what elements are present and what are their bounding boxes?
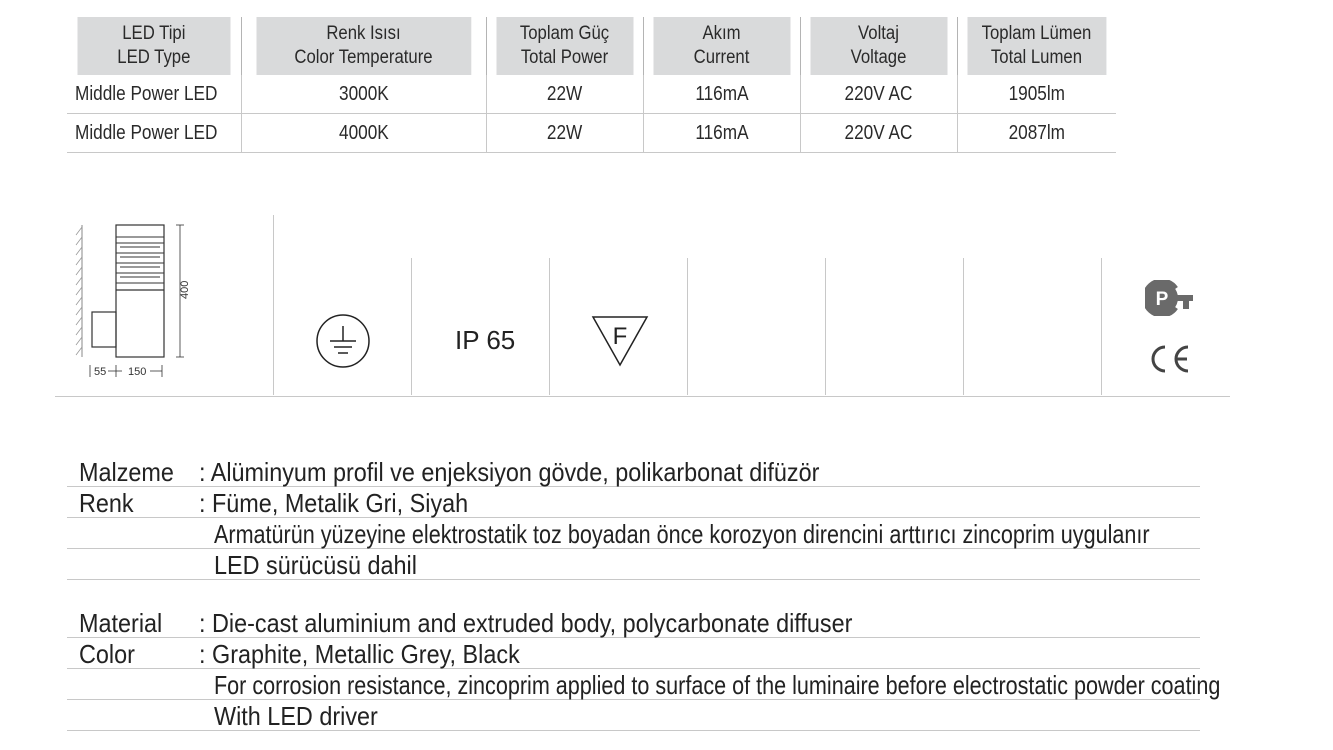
color-value-en: : Graphite, Metallic Grey, Black — [199, 639, 520, 669]
note-1-en: For corrosion resistance, zincoprim applied to surface of the luminaire before electrostatic powder coating — [214, 670, 1221, 700]
table-cell: 2087lm — [957, 114, 1116, 153]
divider — [549, 258, 550, 395]
ip-rating: IP 65 — [455, 325, 516, 355]
divider — [273, 215, 274, 395]
note-line-en — [67, 668, 1221, 700]
material-label-tr: Malzeme — [79, 457, 174, 487]
table-cell: 22W — [486, 75, 643, 114]
note-line-en — [67, 699, 1200, 731]
material-value-en: : Die-cast aluminium and extruded body, polycarbonate diffuser — [199, 608, 853, 638]
table-cell: 220V AC — [800, 114, 957, 153]
note-line-tr — [67, 517, 1200, 549]
table-cell: 4000K — [241, 114, 486, 153]
note-2-en: With LED driver — [214, 701, 378, 731]
material-line-tr — [67, 455, 1200, 487]
note-line-tr — [67, 548, 1200, 580]
color-value-tr: : Füme, Metalik Gri, Siyah — [199, 488, 469, 518]
table-cell: Middle Power LED — [67, 114, 241, 153]
svg-text:P: P — [1155, 289, 1169, 310]
width-dimension-label-2: 150 — [128, 366, 147, 378]
color-label-tr: Renk — [79, 488, 134, 518]
material-line-en — [67, 606, 1200, 638]
table-row — [67, 114, 1116, 153]
height-dimension-label: 400 — [179, 280, 191, 299]
table-cell: 220V AC — [800, 75, 957, 114]
table-row — [67, 75, 1116, 114]
color-label-en: Color — [79, 639, 135, 669]
table-cell: 116mA — [643, 75, 800, 114]
divider — [1101, 258, 1102, 395]
header-color-temperature: Renk Isısı Color Temperature — [256, 17, 472, 75]
header-total-power: Toplam Güç Total Power — [496, 17, 634, 75]
width-dimension-label-1: 55 — [94, 366, 107, 378]
f-mark-icon — [590, 314, 650, 370]
protective-earth-icon — [314, 313, 372, 371]
header-current: Akım Current — [653, 17, 791, 75]
spec-table-header — [67, 17, 1116, 75]
table-cell: 3000K — [241, 75, 486, 114]
header-voltage: Voltaj Voltage — [810, 17, 948, 75]
note-2-tr: LED sürücüsü dahil — [214, 550, 417, 580]
table-cell: 22W — [486, 114, 643, 153]
material-label-en: Material — [79, 608, 163, 638]
table-cell: 116mA — [643, 114, 800, 153]
spec-table — [67, 17, 1116, 153]
color-line-tr — [67, 486, 1200, 518]
divider — [825, 258, 826, 395]
dimension-drawing — [70, 215, 200, 385]
f-mark-letter: F — [612, 323, 628, 350]
divider — [963, 258, 964, 395]
color-line-en — [67, 637, 1200, 669]
ce-mark-icon — [1145, 342, 1195, 376]
material-value-tr: : Alüminyum profil ve enjeksiyon gövde, polikarbonat difüzör — [199, 457, 820, 487]
header-led-type: LED Tipi LED Type — [77, 17, 230, 75]
divider — [687, 258, 688, 395]
note-1-tr: Armatürün yüzeyine elektrostatik toz boyadan önce korozyon direncini arttırıcı zincoprim uygulanır — [214, 519, 1150, 549]
table-cell: 1905lm — [957, 75, 1116, 114]
divider — [411, 258, 412, 395]
pct-mark-icon — [1145, 280, 1197, 316]
table-cell: Middle Power LED — [67, 75, 241, 114]
header-total-lumen: Toplam Lümen Total Lumen — [967, 17, 1106, 75]
